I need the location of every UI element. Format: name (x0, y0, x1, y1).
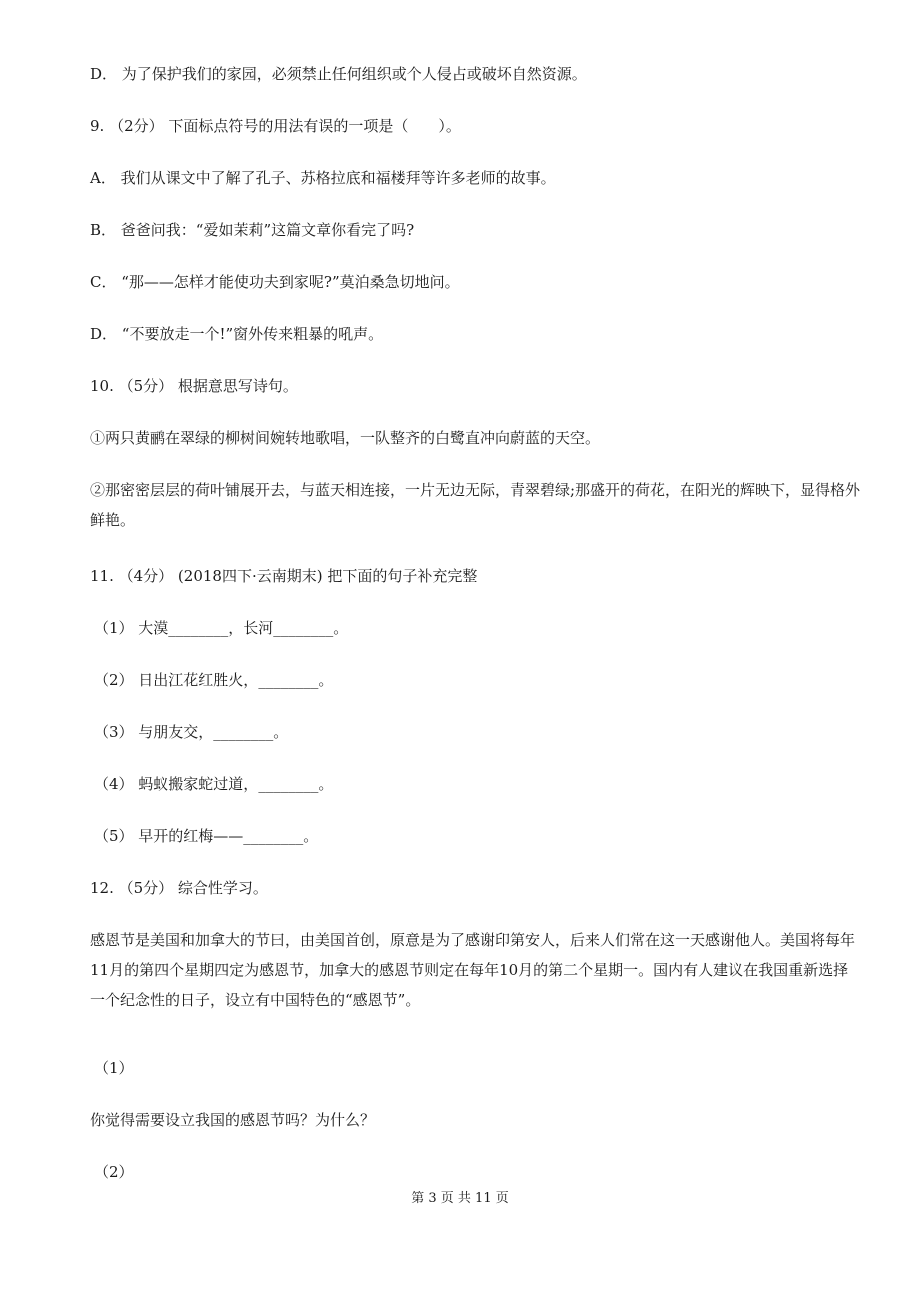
q12-sub-1: （1） (94, 1059, 134, 1077)
question-9: 9. （2分） 下面标点符号的用法有误的一项是（ ）。 (90, 117, 461, 135)
q9-option-c: C． “那——怎样才能使功夫到家呢?”莫泊桑急切地问。 (90, 273, 460, 291)
q11-item-4: （4） 蚂蚁搬家蛇过道，________。 (94, 775, 334, 793)
q12-sub-1-text: 你觉得需要设立我国的感恩节吗？为什么？ (90, 1111, 376, 1129)
q11-item-5: （5） 早开的红梅——________。 (94, 827, 319, 845)
q12-passage: 感恩节是美国和加拿大的节曰，由美国首创，原意是为了感谢印第安人，后来人们常在这一天感谢他人。美国将每年11月的第四个星期四定为感恩节，加拿大的感恩节则定在每年10月的第二个星期一。国内有人建议在我国重新选择一个纪念性的日子，设立有中国特色的“感恩节”。 (90, 931, 856, 1009)
q11-item-1: （1） 大漠________，长河________。 (94, 619, 349, 637)
q9-option-d: D． “不要放走一个!”窗外传来粗暴的吼声。 (90, 325, 384, 343)
question-10: 10. （5分） 根据意思写诗句。 (90, 377, 298, 395)
q9-option-a: A． 我们从课文中了解了孔子、苏格拉底和福楼拜等许多老师的故事。 (90, 169, 556, 187)
q9-option-b: B． 爸爸问我：“爱如茉莉”这篇文章你看完了吗? (90, 221, 415, 239)
q11-item-3: （3） 与朋友交，________。 (94, 723, 289, 741)
q11-item-2: （2） 日出江花红胜火，________。 (94, 671, 334, 689)
q10-item-1: ①两只黄鹂在翠绿的柳树间婉转地歌唱，一队整齐的白鹭直冲向蔚蓝的天空。 (90, 429, 601, 447)
q10-item-2: ②那密密层层的荷叶铺展开去，与蓝天相连接，一片无边无际，青翠碧绿;那盛开的荷花，在阳光的辉映下，显得格外鲜艳。 (90, 481, 861, 529)
q8-option-d: D． 为了保护我们的家园，必须禁止任何组织或个人侵占或破坏自然资源。 (90, 65, 587, 83)
question-12: 12. （5分） 综合性学习。 (90, 879, 268, 897)
question-11: 11. （4分） (2018四下·云南期末) 把下面的句子补充完整 (90, 567, 478, 585)
page-footer: 第 3 页 共 11 页 (411, 1191, 509, 1206)
q12-sub-2: （2） (94, 1163, 134, 1181)
